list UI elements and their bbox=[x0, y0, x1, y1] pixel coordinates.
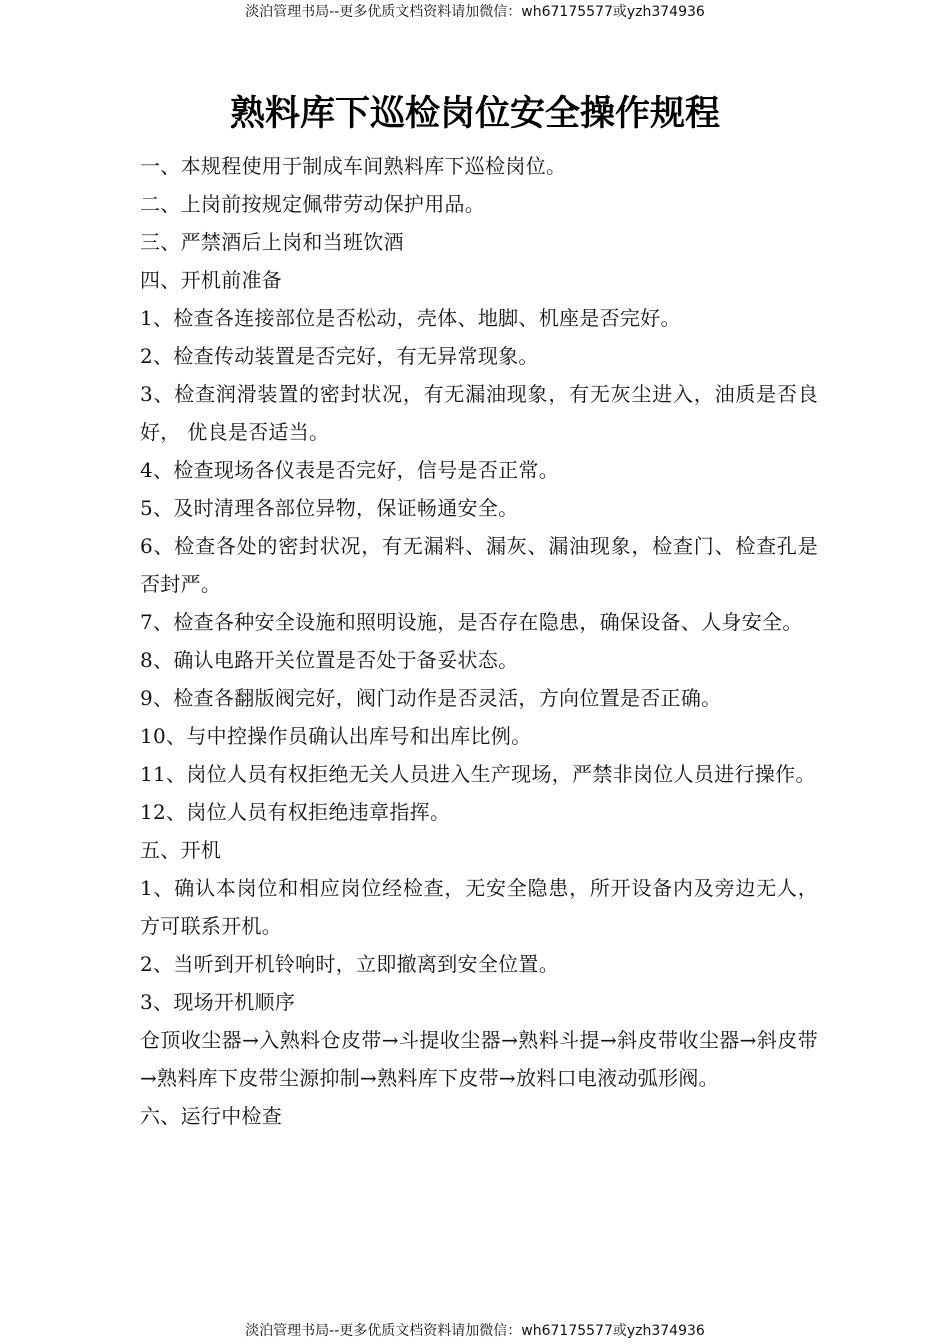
paragraph: 5、及时清理各部位异物，保证畅通安全。 bbox=[140, 496, 519, 520]
paragraph: 1、检查各连接部位是否松动，壳体、地脚、机座是否完好。 bbox=[140, 306, 681, 330]
paragraph: 6、检查各处的密封状况，有无漏料、漏灰、漏油现象，检查门、检查孔是否封严。 bbox=[140, 534, 818, 596]
paragraph: 9、检查各翻版阀完好，阀门动作是否灵活，方向位置是否正确。 bbox=[140, 686, 722, 710]
page-footer-watermark: 淡泊管理书局--更多优质文档资料请加微信：wh67175577或yzh374936 bbox=[245, 1323, 705, 1339]
paragraph: 二、上岗前按规定佩带劳动保护用品。 bbox=[140, 192, 486, 216]
page-header-watermark: 淡泊管理书局--更多优质文档资料请加微信：wh67175577或yzh374936 bbox=[245, 4, 705, 20]
section-heading: 四、开机前准备 bbox=[140, 268, 283, 292]
paragraph: 10、与中控操作员确认出库号和出库比例。 bbox=[140, 724, 532, 748]
paragraph: 12、岗位人员有权拒绝违章指挥。 bbox=[140, 800, 451, 824]
document-body bbox=[140, 147, 818, 1135]
paragraph: 2、当听到开机铃响时，立即撤离到安全位置。 bbox=[140, 952, 560, 976]
paragraph: 3、检查润滑装置的密封状况，有无漏油现象，有无灰尘进入，油质是否良好， 优良是否适当。 bbox=[140, 382, 818, 444]
section-heading: 六、运行中检查 bbox=[140, 1104, 283, 1128]
paragraph: 4、检查现场各仪表是否完好，信号是否正常。 bbox=[140, 458, 560, 482]
section-heading: 五、开机 bbox=[140, 838, 222, 862]
paragraph: 3、现场开机顺序 bbox=[140, 990, 296, 1014]
startup-sequence: 仓顶收尘器→入熟料仓皮带→斗提收尘器→熟料斗提→斜皮带收尘器→斜皮带→熟料库下皮带尘源抑制→熟料库下皮带→放料口电液动弧形阀。 bbox=[140, 1028, 818, 1090]
paragraph: 一、本规程使用于制成车间熟料库下巡检岗位。 bbox=[140, 154, 567, 178]
paragraph: 1、确认本岗位和相应岗位经检查，无安全隐患，所开设备内及旁边无人，方可联系开机。 bbox=[140, 876, 818, 938]
paragraph: 7、检查各种安全设施和照明设施，是否存在隐患，确保设备、人身安全。 bbox=[140, 610, 803, 634]
document-title: 熟料库下巡检岗位安全操作规程 bbox=[229, 94, 720, 134]
paragraph: 8、确认电路开关位置是否处于备妥状态。 bbox=[140, 648, 519, 672]
paragraph: 11、岗位人员有权拒绝无关人员进入生产现场，严禁非岗位人员进行操作。 bbox=[140, 762, 816, 786]
paragraph: 三、严禁酒后上岗和当班饮酒 bbox=[140, 230, 404, 254]
paragraph: 2、检查传动装置是否完好，有无异常现象。 bbox=[140, 344, 539, 368]
